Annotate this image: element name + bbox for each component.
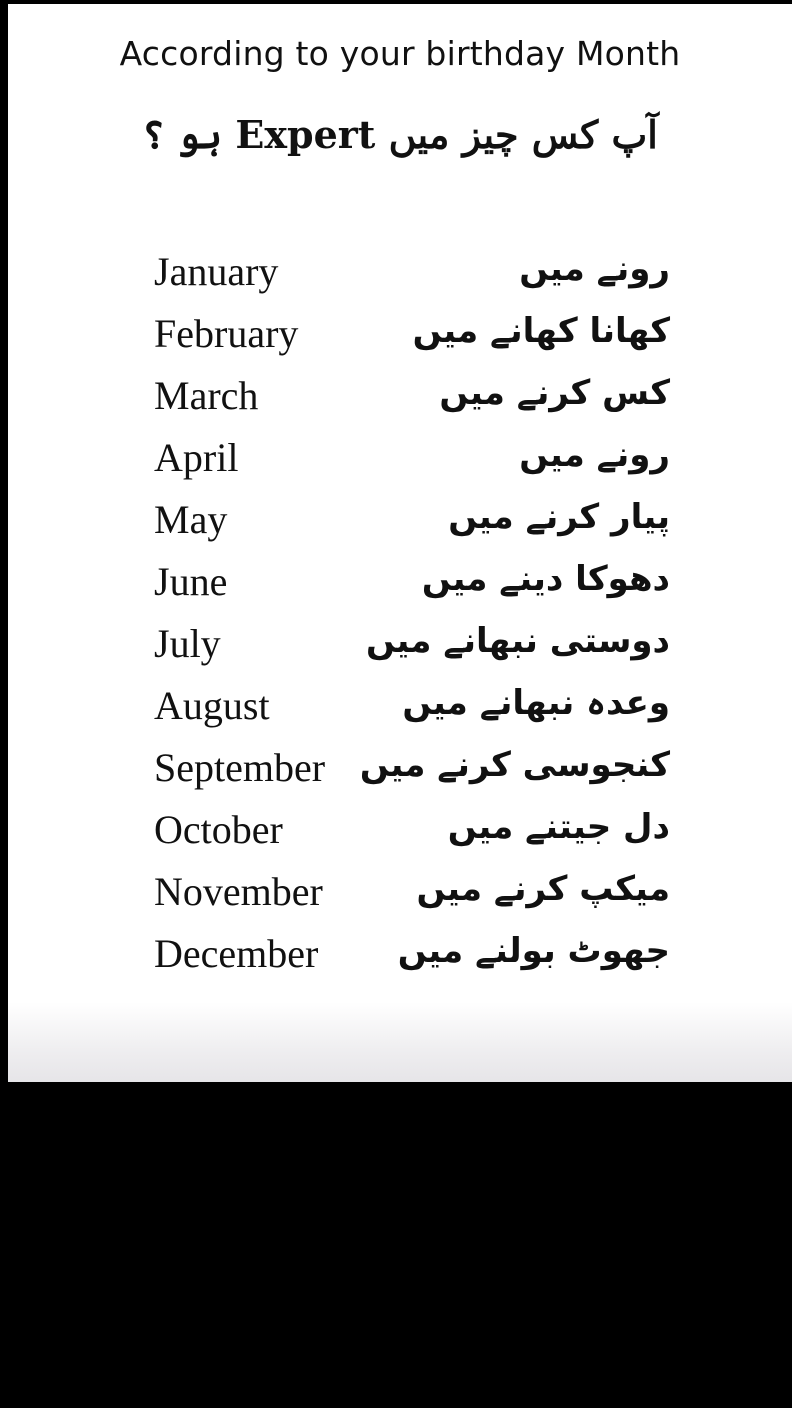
page-subtitle: آپ کس چیز میں Expert ہو ؟ [142,112,658,157]
month-label: February [154,311,299,356]
list-item [8,616,792,678]
expertise-text: وعدہ نبھانے میں [402,683,670,723]
list-item [8,926,792,988]
list-item [8,492,792,554]
list-item [8,244,792,306]
expertise-text: کھانا کھانے میں [412,311,670,351]
expertise-text: رونے میں [519,435,670,475]
content-card [8,4,792,1082]
month-label: August [154,683,270,728]
month-label: July [154,621,221,666]
month-label: December [154,931,319,976]
list-item [8,554,792,616]
month-label: March [154,373,259,418]
list-item [8,306,792,368]
month-label: June [154,559,228,604]
expertise-text: دوستی نبھانے میں [365,621,670,661]
expertise-text: رونے میں [519,249,670,289]
expertise-text: میکپ کرنے میں [416,869,670,909]
expertise-text: دل جیتنے میں [447,807,670,847]
month-label: September [154,745,326,790]
expertise-text: پیار کرنے میں [448,497,670,537]
list-item [8,802,792,864]
month-label: April [154,435,239,480]
month-list [8,244,792,988]
list-item [8,740,792,802]
month-label: January [154,249,279,294]
list-item [8,368,792,430]
list-item [8,430,792,492]
expertise-text: جھوٹ بولنے میں [397,931,670,971]
month-label: November [154,869,323,914]
expertise-text: دھوکا دینے میں [421,559,670,599]
bottom-fade [8,1002,792,1082]
expertise-text: کس کرنے میں [439,373,670,413]
expertise-text: کنجوسی کرنے میں [359,745,670,785]
list-item [8,678,792,740]
page-title: According to your birthday Month [119,34,681,73]
month-label: October [154,807,283,852]
list-item [8,864,792,926]
month-label: May [154,497,228,542]
